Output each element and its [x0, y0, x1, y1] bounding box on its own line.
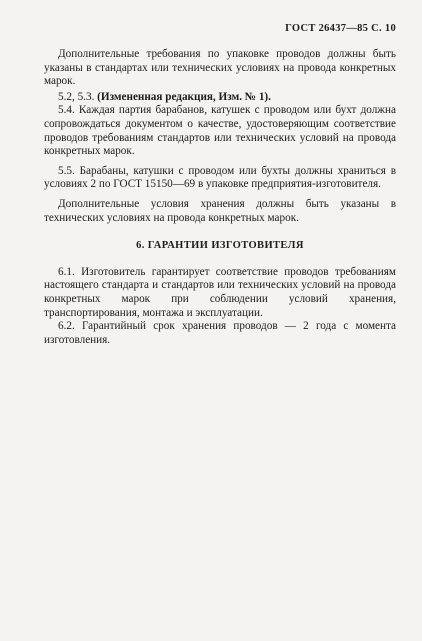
document-body	[44, 48, 396, 347]
packaging-requirements-paragraph: Дополнительные требования по упаковке проводов должны быть указаны в стандартах или технических условиях на провода конкретных марок.	[44, 48, 396, 88]
clause-6-1: 6.1. Изготовитель гарантирует соответствие проводов требованиям настоящего стандарта и стандартов или технических условий на провода конкретных марок при соблюдении условий хранения, транспортирования, монтажа и эксплуатации.	[44, 265, 396, 319]
section-title: 6. ГАРАНТИИ ИЗГОТОВИТЕЛЯ	[136, 240, 304, 252]
clause-6-2: 6.2. Гарантийный срок хранения проводов — 2 года с момента изготовления.	[44, 320, 396, 346]
page-header: ГОСТ 26437—85 С. 10	[285, 23, 396, 34]
clause-5-4: 5.4. Каждая партия барабанов, катушек с проводом или бухт должна сопровождаться документом о качестве, удостоверяющим соответствие проводов требованиям стандартов или технических условий на провода конкретных марок.	[44, 104, 396, 158]
edition-note	[44, 91, 396, 105]
edition-note-bold: (Измененная редакция, Изм. № 1).	[97, 90, 271, 103]
storage-conditions-paragraph: Дополнительные условия хранения должны быть указаны в технических условиях на провода конкретных марок.	[44, 197, 396, 224]
clause-5-5: 5.5. Барабаны, катушки с проводом или бухты должны храниться в условиях 2 по ГОСТ 15150—69 в упаковке предприятия-изготовителя.	[44, 164, 396, 191]
edition-note-prefix: 5.2, 5.3.	[58, 90, 98, 103]
